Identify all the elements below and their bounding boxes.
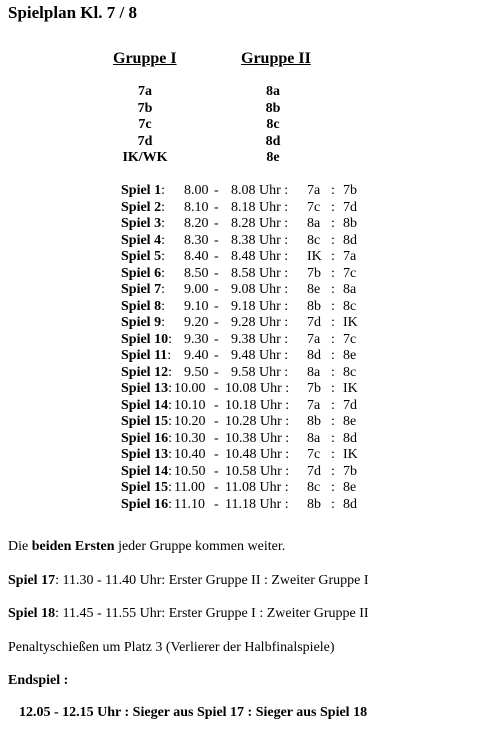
group2-heading: Gruppe II: [241, 50, 311, 67]
match-team1: 7d: [307, 463, 321, 479]
match-dash: -: [214, 249, 219, 264]
match-team1: 7d: [307, 315, 321, 330]
match-dash: -: [214, 298, 219, 314]
match-colon: :: [168, 447, 172, 462]
match-colon: :: [168, 381, 172, 396]
match-team1: 8c: [307, 232, 321, 248]
match-label-group: [121, 282, 165, 299]
match-end-time: 10.28 Uhr :: [225, 414, 290, 429]
match-end-time: 8.08 Uhr :: [231, 183, 289, 198]
schedule-row: [0, 183, 502, 200]
match-dash: -: [214, 463, 219, 479]
match-team1: 7a: [307, 331, 321, 347]
match-dash: -: [214, 364, 219, 380]
match-end-time: 8.48 Uhr :: [231, 249, 289, 264]
match-separator: :: [331, 430, 335, 446]
match-dash: -: [214, 430, 219, 446]
match-dash: -: [214, 397, 219, 413]
match-end-time: 9.48 Uhr :: [231, 348, 289, 363]
match-colon: :: [161, 298, 165, 314]
match-end-time: 9.38 Uhr :: [231, 331, 289, 347]
advance-note-bold: beiden Ersten: [31, 539, 115, 554]
match-team2: 8b: [343, 216, 357, 231]
match-colon: :: [161, 315, 165, 330]
schedule-row: [0, 233, 502, 250]
match-team2: 8e: [343, 414, 357, 429]
match-separator: :: [331, 282, 335, 297]
match-team1: 8a: [307, 364, 321, 380]
schedule-row: [0, 497, 502, 514]
match-separator: :: [331, 315, 335, 330]
match-label-group: [121, 431, 172, 448]
match-team1: 8d: [307, 348, 321, 363]
schedule-row: [0, 216, 502, 233]
match-team1: 8b: [307, 414, 321, 429]
schedule-row: [0, 249, 502, 266]
match-dash: -: [214, 282, 219, 297]
match-label: Spiel 13: [121, 381, 169, 396]
schedule-row: [0, 414, 502, 431]
match-label: Spiel 12: [121, 364, 169, 380]
match-end-time: 8.28 Uhr :: [231, 216, 289, 231]
match-label-group: [121, 464, 172, 481]
semifinal-2-text: : 11.45 - 11.55 Uhr: Erster Gruppe I : Zweiter Gruppe II: [55, 606, 369, 621]
match-colon: :: [161, 265, 165, 281]
match-start-time: 8.10: [184, 199, 209, 215]
match-label: Spiel 6: [121, 265, 162, 281]
match-label-group: [121, 249, 165, 266]
match-dash: -: [214, 216, 219, 231]
match-team1: 8a: [307, 430, 321, 446]
match-label: Spiel 9: [121, 315, 162, 330]
match-separator: :: [331, 364, 335, 380]
match-colon: :: [161, 199, 165, 215]
match-team2: 7b: [343, 463, 357, 479]
match-team2: 7a: [343, 249, 357, 264]
semifinal-1: [8, 573, 369, 589]
match-start-time: 9.20: [184, 315, 209, 330]
group1-team: 7d: [137, 133, 153, 149]
match-team1: 7c: [307, 447, 321, 462]
match-separator: :: [331, 463, 335, 479]
match-separator: :: [331, 447, 335, 462]
match-label-group: [121, 497, 172, 514]
match-separator: :: [331, 249, 335, 264]
match-team1: 8b: [307, 496, 321, 512]
match-colon: :: [161, 216, 165, 231]
match-label: Spiel 16: [121, 430, 169, 446]
match-label: Spiel 16: [121, 496, 169, 512]
match-label-group: [121, 332, 172, 349]
match-separator: :: [331, 232, 335, 248]
match-colon: :: [168, 480, 172, 495]
match-end-time: 11.18 Uhr :: [225, 496, 289, 512]
match-team2: 8c: [343, 298, 357, 314]
schedule-row: [0, 332, 502, 349]
match-dash: -: [214, 265, 219, 281]
match-start-time: 8.50: [184, 265, 209, 281]
match-end-time: 9.08 Uhr :: [231, 282, 289, 297]
match-start-time: 8.00: [184, 183, 209, 198]
match-team2: 7d: [343, 199, 357, 215]
match-start-time: 9.30: [184, 331, 209, 347]
match-label-group: [121, 398, 172, 415]
match-label: Spiel 11: [121, 348, 168, 363]
match-end-time: 10.58 Uhr :: [225, 463, 290, 479]
match-label: Spiel 4: [121, 232, 162, 248]
semifinal-1-text: : 11.30 - 11.40 Uhr: Erster Gruppe II : Zweiter Gruppe I: [55, 573, 369, 588]
schedule-row: [0, 447, 502, 464]
match-dash: -: [214, 496, 219, 512]
match-team2: 8d: [343, 496, 357, 512]
match-team1: 7a: [307, 397, 321, 413]
match-start-time: 8.20: [184, 216, 209, 231]
group2-team: 8e: [266, 150, 280, 165]
match-label: Spiel 1: [121, 183, 162, 198]
match-dash: -: [214, 232, 219, 248]
match-label-group: [121, 315, 165, 332]
match-team2: 7c: [343, 265, 357, 281]
match-team1: 8a: [307, 216, 321, 231]
match-start-time: 10.30: [174, 430, 206, 446]
match-separator: :: [331, 414, 335, 429]
match-separator: :: [331, 331, 335, 347]
match-label-group: [121, 183, 165, 200]
match-label-group: [121, 447, 172, 464]
match-label: Spiel 14: [121, 463, 169, 479]
match-dash: -: [214, 199, 219, 215]
group2-team: 8b: [265, 100, 281, 116]
match-label-group: [121, 414, 172, 431]
match-label-group: [121, 480, 172, 497]
match-team1: IK: [307, 249, 322, 264]
match-label-group: [121, 233, 165, 250]
match-label: Spiel 10: [121, 331, 169, 347]
match-start-time: 9.00: [184, 282, 209, 297]
match-label: Spiel 15: [121, 414, 169, 429]
match-colon: :: [168, 397, 172, 413]
match-label: Spiel 2: [121, 199, 162, 215]
match-label-group: [121, 216, 165, 233]
match-separator: :: [331, 183, 335, 198]
match-label: Spiel 5: [121, 249, 162, 264]
schedule-row: [0, 282, 502, 299]
match-colon: :: [168, 331, 172, 347]
match-separator: :: [331, 265, 335, 281]
schedule-row: [0, 431, 502, 448]
match-team1: 7c: [307, 199, 321, 215]
match-colon: :: [168, 463, 172, 479]
match-start-time: 8.30: [184, 232, 209, 248]
match-separator: :: [331, 397, 335, 413]
match-dash: -: [214, 414, 219, 429]
match-dash: -: [214, 381, 219, 396]
match-dash: -: [214, 183, 219, 198]
match-label-group: [121, 381, 172, 398]
group2-team: 8c: [266, 117, 280, 132]
match-colon: :: [168, 430, 172, 446]
match-label: Spiel 15: [121, 480, 169, 495]
match-end-time: 11.08 Uhr :: [225, 480, 289, 495]
schedule-row: [0, 480, 502, 497]
match-dash: -: [214, 315, 219, 330]
match-end-time: 10.48 Uhr :: [225, 447, 290, 462]
match-end-time: 9.18 Uhr :: [231, 298, 289, 314]
match-separator: :: [331, 496, 335, 512]
match-end-time: 10.08 Uhr :: [225, 381, 290, 396]
match-colon: :: [161, 183, 165, 198]
match-label: Spiel 8: [121, 298, 162, 314]
schedule-row: [0, 365, 502, 382]
match-end-time: 10.38 Uhr :: [225, 430, 290, 446]
match-label: Spiel 13: [121, 447, 169, 462]
schedule-row: [0, 315, 502, 332]
match-start-time: 11.10: [174, 496, 205, 512]
match-separator: :: [331, 480, 335, 495]
advance-note-suffix: jeder Gruppe kommen weiter.: [114, 539, 286, 554]
match-team2: 8e: [343, 348, 357, 363]
match-start-time: 10.50: [174, 463, 206, 479]
schedule-row: [0, 464, 502, 481]
match-colon: :: [161, 232, 165, 248]
match-team1: 7b: [307, 265, 321, 281]
match-start-time: 10.10: [174, 397, 206, 413]
match-separator: :: [331, 298, 335, 314]
match-colon: :: [168, 364, 172, 380]
match-start-time: 9.10: [184, 298, 209, 314]
match-dash: -: [214, 348, 219, 363]
semifinal-2-label: Spiel 18: [8, 606, 56, 621]
final-label: Endspiel :: [8, 673, 69, 688]
group2-team: 8a: [266, 84, 280, 99]
final-match: 12.05 - 12.15 Uhr : Sieger aus Spiel 17 : Sieger aus Spiel 18: [19, 705, 368, 720]
match-team2: 8a: [343, 282, 357, 297]
semifinal-2: [8, 606, 369, 622]
schedule-row: [0, 200, 502, 217]
schedule-row: [0, 266, 502, 283]
schedule-row: [0, 348, 502, 365]
page-title: Spielplan Kl. 7 / 8: [8, 3, 137, 22]
match-team1: 8e: [307, 282, 321, 297]
match-separator: :: [331, 216, 335, 231]
match-colon: :: [167, 348, 172, 363]
group1-team: IK/WK: [122, 150, 168, 165]
match-start-time: 9.40: [184, 348, 209, 363]
match-colon: :: [161, 282, 165, 297]
match-start-time: 10.40: [174, 447, 206, 462]
schedule-table: [0, 183, 502, 513]
match-separator: :: [331, 199, 335, 215]
match-end-time: 8.18 Uhr :: [231, 199, 289, 215]
group1-team: 7b: [137, 100, 153, 116]
group1-team: 7c: [138, 117, 152, 132]
group1-list: [115, 84, 175, 167]
group2-list: [243, 84, 303, 167]
match-team2: 7b: [343, 183, 357, 198]
match-separator: :: [331, 348, 335, 363]
match-team1: 8b: [307, 298, 321, 314]
match-team2: 8c: [343, 364, 357, 380]
advance-note-prefix: Die: [8, 539, 32, 554]
match-label: Spiel 3: [121, 216, 162, 231]
match-start-time: 11.00: [174, 480, 205, 495]
match-start-time: 10.20: [174, 414, 206, 429]
match-team1: 7a: [307, 183, 321, 198]
penalty-note: Penaltyschießen um Platz 3 (Verlierer der Halbfinalspiele): [8, 640, 335, 655]
match-team1: 8c: [307, 480, 321, 495]
match-dash: -: [214, 447, 219, 462]
match-label: Spiel 7: [121, 282, 162, 297]
match-team1: 7b: [307, 381, 321, 396]
schedule-row: [0, 299, 502, 316]
match-team2: 7d: [343, 397, 357, 413]
match-end-time: 8.38 Uhr :: [231, 232, 289, 248]
match-start-time: 8.40: [184, 249, 209, 264]
match-team2: 7c: [343, 331, 357, 347]
match-end-time: 10.18 Uhr :: [225, 397, 290, 413]
match-label-group: [121, 299, 165, 316]
match-label-group: [121, 266, 165, 283]
schedule-row: [0, 398, 502, 415]
match-team2: IK: [343, 381, 358, 396]
match-end-time: 9.28 Uhr :: [231, 315, 289, 330]
match-colon: :: [161, 249, 165, 264]
match-team2: 8d: [343, 430, 357, 446]
match-dash: -: [214, 331, 219, 347]
match-label: Spiel 14: [121, 397, 169, 413]
match-label-group: [121, 365, 172, 382]
match-label-group: [121, 348, 171, 365]
match-label-group: [121, 200, 165, 217]
schedule-row: [0, 381, 502, 398]
group1-heading: Gruppe I: [113, 50, 177, 67]
match-team2: IK: [343, 315, 358, 330]
match-team2: IK: [343, 447, 358, 462]
match-colon: :: [168, 414, 172, 429]
match-dash: -: [214, 480, 219, 495]
match-start-time: 10.00: [174, 381, 206, 396]
match-end-time: 9.58 Uhr :: [231, 364, 289, 380]
match-start-time: 9.50: [184, 364, 209, 380]
match-team2: 8d: [343, 232, 357, 248]
match-team2: 8e: [343, 480, 357, 495]
group1-team: 7a: [138, 84, 152, 99]
match-end-time: 8.58 Uhr :: [231, 265, 289, 281]
group2-team: 8d: [265, 133, 281, 149]
semifinal-1-label: Spiel 17: [8, 573, 56, 588]
match-colon: :: [168, 496, 172, 512]
advance-note: [8, 539, 285, 555]
match-separator: :: [331, 381, 335, 396]
